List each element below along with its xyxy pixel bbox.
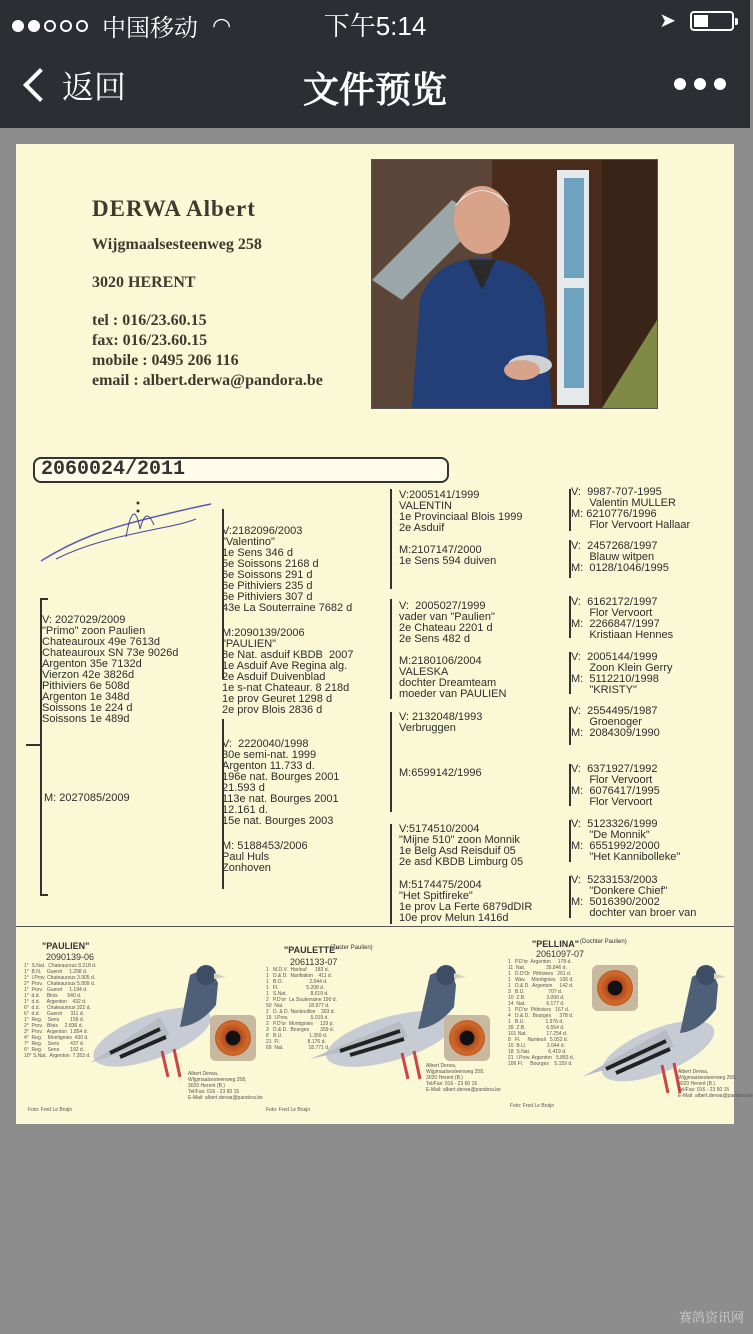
- back-label: 返回: [62, 69, 127, 105]
- pigeon-card: "PAULIEN" 2090139-06 1° S.Nat. Chateauroux 8.218 d. 1° B.N. Gueret 1.298 d. 1° I.Prov. Chateauroux 3.905 d. 2° Prov. Chateauroux 5.809 d. 1° Prov. Gueret 1.194 d. 1° d.d. Blois 540 d. 1° d.d. Argenton 432 d. 6° d.d. Chateauroux 322 d. 6° d.d. Gueret 311 d. 1° Reg. Sens 156 d. 2° Prov. Blois 2.836 d. 3° Prov. Argenton 1.854 d. 4° Reg. Montignies 430 d. 7° Reg. Sens 437 d. 6° Reg. Sens 192 d. 10° S.Nat. Argenton 7.353 d. Albert Derwa, Wijgmaalsesteenweg 258, 3020 Herent (B.) Tel/Fax: 016 - 23 60 15 E-Mail: albert.derwa@pandora.be Foto: Fred Le Bruijn: [24, 941, 263, 1113]
- document-preview[interactable]: [16, 144, 753, 1124]
- gen4-entry: V: 9987-707-1995 Valentin MULLER M: 6210776/1996 Flor Vervoort Hallaar: [571, 486, 691, 531]
- gen4-entry: V: 6162172/1997 Flor Vervoort M: 2266847/1997 Kristiaan Hennes: [571, 596, 674, 641]
- gen3-entry: M:6599142/1996: [399, 767, 482, 779]
- carrier-label: 中国移动: [102, 15, 198, 42]
- gen3-entry: M:2107147/2000 1e Sens 594 duiven: [399, 544, 497, 567]
- nav-bar: [0, 48, 750, 124]
- gen3-entry: M:5174475/2004 "Het Spitfireke" 1e prov La Ferte 6879dDIR 10e prov Melun 1416d: [399, 879, 533, 924]
- location-arrow-icon: ➤: [659, 10, 676, 32]
- pigeon-eye-image: [444, 1015, 490, 1061]
- owner-tel: tel : 016/23.60.15: [92, 312, 207, 329]
- owner-info: [92, 196, 323, 390]
- pigeon-card: "PELLINA" (Dochter Paulien) 2061097-07 1 P.D'or Argenton 178 d. 11 Nat. 35.846 d. 1 D.D'Or Pithiviers 261 d. 1 Wav. Montignies 106 d. 1 D.& D. Argenton 142 d. 3 B.U. 707 d. 10 Z.B. 3.090 d. 14 Nat. 6.177 d. 1 P.D'or Pithiviers 167 d. 4 D.& D. Bourges 378 d. 1 B.U. 1.976 d. 39 Z.B. 6.554 d. 101 Nat. 17.254 d. 8 Fl. Nanteuil 5.052 d. 10 B.U. 2.044 d. 18 S.Nat. 6.419 d. 21 I.Prov. Argenton 5.883 d. 106 Fl. Bourges 5.159 d. Albert Derwa, Wijgmaalsesteenweg 258, 3020 Herent (B.) Tel/Fax: 016 - 23 60 15 E-Mail: albert.derwa@pandora.be Foto: Fred Le Bruijn: [508, 939, 753, 1109]
- gen4-entry: V: 2005144/1999 Zoon Klein Gerry M: 5112210/1998 "KRISTY": [571, 651, 673, 696]
- owner-name: DERWA Albert: [92, 196, 256, 221]
- gen4-entry: V: 6371927/1992 Flor Vervoort M: 6076417/1995 Flor Vervoort: [571, 763, 660, 808]
- owner-email: email : albert.derwa@pandora.be: [92, 372, 323, 389]
- wifi-icon: ◠: [212, 12, 232, 38]
- owner-street: Wijgmaalsesteenweg 258: [92, 236, 262, 253]
- dam-entry: M: 2027085/2009: [44, 792, 130, 804]
- watermark: 赛鸽资讯网: [678, 1310, 744, 1325]
- battery-icon: [690, 11, 734, 31]
- sire-entry: V: 2027029/2009 "Primo" zoon Paulien Chateauroux 49e 7613d Chateauroux SN 73e 9026d Argenton 35e 7132d Vierzon 42e 3826d Pithiviers 6e 508d Argenton 1e 348d Soissons 1e 224 d Soissons 1e 489d: [42, 614, 179, 725]
- signature-image: [36, 489, 226, 569]
- gen3-entry: V:5174510/2004 "Mijne 510" zoon Monnik 1e Belg Asd Reisduif 05 2e asd KBDB Limburg 05: [399, 823, 524, 868]
- status-time: 下午5:14: [323, 11, 427, 41]
- gen4-entry: V: 2554495/1987 Groenoger M: 2084309/1990: [571, 705, 660, 739]
- status-bar: [0, 0, 750, 40]
- owner-mobile: mobile : 0495 206 116: [92, 352, 239, 369]
- gen4-entry: V: 2457268/1997 Blauw witpen M: 0128/1046/1995: [571, 540, 669, 574]
- dam-dam-entry: M: 5188453/2006 Paul Huls Zonhoven: [222, 840, 308, 874]
- owner-city: 3020 HERENT: [92, 274, 196, 291]
- gen3-entry: M:2180106/2004 VALESKA dochter Dreamteam moeder van PAULIEN: [399, 655, 507, 700]
- pigeon-eye-image: [210, 1015, 256, 1061]
- gen3-entry: V: 2005027/1999 vader van "Paulien" 2e Chateau 2201 d 2e Sens 482 d: [399, 600, 495, 645]
- pigeon-image: [70, 945, 230, 1085]
- gen4-entry: V: 5123326/1999 "De Monnik" M: 6551992/2000 "Het Kannibolleke": [571, 818, 681, 863]
- gen3-entry: V:2005141/1999 VALENTIN 1e Provinciaal Blois 1999 2e Asduif: [399, 489, 523, 534]
- page-title: 文件预览: [302, 69, 447, 110]
- top-bar: [0, 0, 750, 128]
- sire-dam-entry: M:2090139/2006 "PAULIEN" 8e Nat. asduif KBDB 2007 1e Asduif Ave Regina alg. 2e Asduif Duivenblad 1e s-nat Chateaur. 8 218d 1e prov Geuret 1298 d 2e prov Blois 2836 d: [222, 627, 354, 716]
- pigeon-card: "PAULETTE" (Zuster Paulien) 2061133-07 1 M.D.V. Harlouf 183 d. 1 D.& D. Nanfiation 411 d. 1 B.O. 2.044 d. 1 Fl. 5.208 d. 1 S.Nat. 8.619 d. 2 P.D'or La Souterraine 190 d. 50 Nat. 18.977 d. 2 D. & D. Nanteuillon 303 d. 15 I.Prov. 5.019 d. 2 P.D'or Montignies 129 p. 3 D.& D. Bourges 359 d. 8 B.U. 1.359 d. 21 Fl. 8.176 d. 69 Nat. 18.771 d. Albert Derwa, Wijgmaalsesteenweg 258, 3020 Herent (B.) Tel/Fax: 016 - 23 60 15 E-Mail: albert.derwa@pandora.be Foto: Fred Le Bruijn: [266, 945, 501, 1113]
- owner-fax: fax: 016/23.60.15: [92, 332, 208, 349]
- gen4-entry: V: 5233153/2003 "Donkere Chief" M: 5016390/2002 dochter van broer van: [571, 874, 697, 919]
- pigeon-cards: [16, 926, 753, 1125]
- owner-photo: [371, 159, 658, 409]
- sire-sire-entry: V:2182096/2003 "Valentino" 1e Sens 346 d 5e Soissons 2168 d 6e Soissons 291 d 6e Pithiviers 235 d 6e Pithiviers 307 d 43e La Souterraine 7682 d: [222, 525, 353, 614]
- ring-number: 2060024/2011: [33, 457, 449, 483]
- more-button[interactable]: [674, 78, 726, 90]
- gen3-entry: V: 2132048/1993 Verbruggen: [399, 711, 483, 734]
- dam-sire-entry: V: 2220040/1998 30e semi-nat. 1999 Argenton 11.733 d. 196e nat. Bourges 2001 21.593 d 113e nat. Bourges 2001 12.161 d. 15e nat. Bourges 2003: [222, 738, 340, 827]
